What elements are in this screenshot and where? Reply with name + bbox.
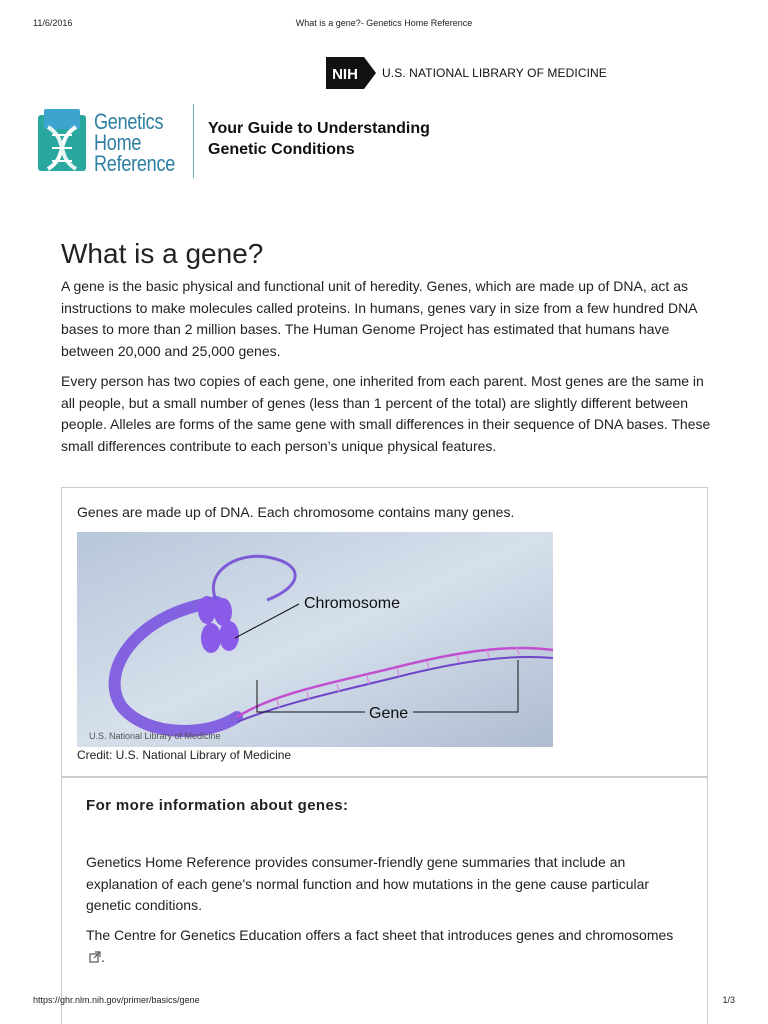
more-info-title: For more information about genes: [86, 797, 349, 814]
brand-divider [193, 104, 194, 178]
print-date: 11/6/2016 [33, 18, 73, 28]
figure-box [61, 487, 708, 777]
more-info-end: . [101, 948, 105, 965]
more-info-box [61, 777, 708, 1024]
brand-line-1: Genetics [94, 108, 164, 134]
tagline-line-1: Your Guide to Understanding [208, 120, 430, 137]
external-link-icon[interactable] [89, 948, 101, 970]
more-info-paragraph-1: Genetics Home Reference provides consumer-friendly gene summaries that include an explanation of each gene's normal function and how mutations in the gene cause particular genetic conditions. [86, 854, 650, 913]
print-page-number: 1/3 [722, 995, 735, 1005]
tagline-line-2: Genetic Conditions [208, 141, 355, 158]
print-url: https://ghr.nlm.nih.gov/primer/basics/gene [33, 995, 200, 1005]
ghr-wordmark [94, 108, 176, 176]
article-paragraph-1: A gene is the basic physical and functional unit of heredity. Genes, which are made up of DNA, act as instructions to make molecules called proteins. In humans, genes vary in size from a few hundred DNA bases to more than 2 million bases. The Human Genome Project has estimated that humans have between 20,000 and 25,000 genes. [61, 278, 697, 359]
chromosome-label: Chromosome [304, 595, 401, 612]
ghr-helix-logo-icon [38, 109, 86, 175]
page-title: What is a gene? [61, 238, 264, 269]
dna-chromosome-illustration [77, 532, 553, 747]
figure-caption: Genes are made up of DNA. Each chromosome contains many genes. [77, 504, 515, 520]
tagline [208, 118, 430, 160]
ghr-brand[interactable] [38, 104, 193, 180]
brand-line-3: Reference [94, 150, 176, 176]
nih-banner[interactable] [326, 57, 607, 89]
nih-logo-icon [326, 57, 376, 89]
nlm-name: U.S. NATIONAL LIBRARY OF MEDICINE [382, 66, 607, 80]
print-title: What is a gene?- Genetics Home Reference [295, 18, 473, 28]
article-paragraph-2: Every person has two copies of each gene, one inherited from each parent. Most genes are the same in all people, but a small number of genes (less than 1 percent of the total) are slightly different between people. Alleles are forms of the same gene with small differences in their sequence of DNA bases. These small differences contribute to each person’s unique physical features. [61, 373, 711, 454]
more-info-paragraph-2 [86, 925, 686, 969]
gene-label: Gene [369, 705, 409, 722]
nih-logo-text: NIH [332, 66, 358, 83]
figure-credit: Credit: U.S. National Library of Medicine [77, 748, 292, 762]
brand-line-2: Home [94, 129, 142, 155]
image-watermark: U.S. National Library of Medicine [89, 731, 221, 741]
more-info-link[interactable]: The Centre for Genetics Education offers a fact sheet that introduces genes and chromosomes [86, 927, 674, 943]
